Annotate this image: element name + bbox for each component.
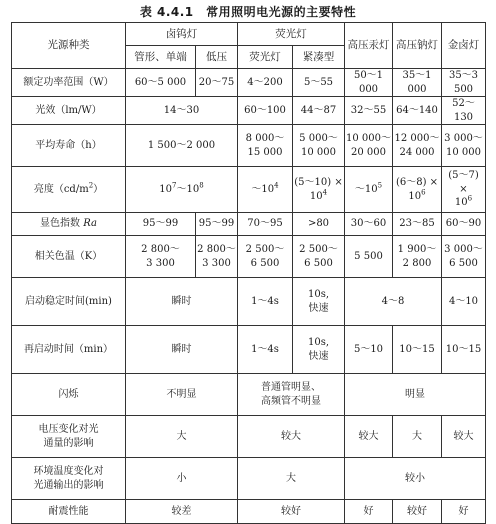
cell: 5 500: [345, 236, 393, 278]
row-brightness: [12, 167, 486, 213]
header-halogen: 卤钨灯: [126, 23, 238, 46]
cell: 瞬时: [126, 278, 238, 326]
cell-line: 10 000: [301, 146, 336, 158]
cell: 60～90: [442, 213, 486, 236]
exp: 6: [467, 194, 473, 203]
cell: [196, 236, 238, 278]
row-label-power: 额定功率范围（W）: [12, 69, 126, 97]
header-compact: 紧凑型: [293, 46, 345, 69]
cell-line: 3 000～: [444, 244, 483, 255]
cell: 44～87: [293, 97, 345, 125]
cell: 30～60: [345, 213, 393, 236]
cell: [345, 167, 393, 213]
cell: [126, 167, 238, 213]
cell-line: 高频管不明显: [261, 395, 321, 407]
cell: 好: [345, 500, 393, 524]
cell: [393, 125, 442, 167]
row-label-shock: 耐震性能: [12, 500, 126, 524]
cell: [238, 236, 293, 278]
cell-line: 15 000: [247, 146, 283, 158]
cell-line: 2 800～: [197, 244, 236, 255]
row-label-cct: 相关色温（K）: [12, 236, 126, 278]
exp: 4: [322, 188, 328, 197]
cell: 1～4s: [238, 278, 293, 326]
label-line: 光通输出的影响: [33, 479, 104, 491]
cell: 4～8: [345, 278, 442, 326]
cell: [238, 167, 293, 213]
cell: [393, 236, 442, 278]
cell-line: (6～8) ×: [395, 177, 439, 188]
row-label-restart: 再启动时间（min）: [12, 326, 126, 374]
row-power: [12, 69, 486, 97]
cell: [442, 125, 486, 167]
cell-line: 10 000: [446, 146, 481, 158]
cell: 20～75: [196, 69, 238, 97]
cell-line: [443, 196, 484, 210]
cell: 70～95: [238, 213, 293, 236]
cell-line: 12 000～: [394, 133, 440, 144]
cell: 较小: [345, 458, 486, 500]
cell: 10～15: [393, 326, 442, 374]
cell-line: 快速: [308, 302, 329, 314]
cell: 好: [442, 500, 486, 524]
header-row-1: [12, 23, 486, 46]
label-text: ）: [93, 183, 104, 195]
cell-line: 2 500～: [245, 244, 285, 255]
cell-line: 3 300: [146, 257, 175, 269]
cell: [293, 167, 345, 213]
row-label-startup: 启动稳定时间(min): [12, 278, 126, 326]
cell: 23～85: [393, 213, 442, 236]
cell-line: 20 000: [351, 146, 386, 158]
lamp-characteristics-table: [11, 22, 486, 524]
cell: 大: [126, 416, 238, 458]
cell-line: 10s,: [307, 337, 330, 348]
cell: 大: [238, 458, 345, 500]
cell-line: 1 900～: [397, 244, 437, 255]
label-ra: Ra: [83, 218, 97, 230]
num: 10: [454, 197, 468, 209]
cell: 5～10: [345, 326, 393, 374]
row-label-efficacy: 光效（lm/W）: [12, 97, 126, 125]
cell: 小: [126, 458, 238, 500]
cell: 60～100: [238, 97, 293, 125]
cell: 不明显: [126, 374, 238, 416]
cell: [293, 278, 345, 326]
num: ～10: [176, 183, 200, 195]
label-text: 显色指数: [40, 218, 81, 230]
cell: [393, 167, 442, 213]
row-restart: [12, 326, 486, 374]
num: 10: [309, 190, 323, 202]
exp: 5: [377, 181, 383, 190]
cell: 1 500～2 000: [126, 125, 238, 167]
cell: 14～30: [126, 97, 238, 125]
cell: 4～10: [442, 278, 486, 326]
header-low-voltage: 低压: [196, 46, 238, 69]
cell: 瞬时: [126, 326, 238, 374]
cell: 50～1 000: [345, 69, 393, 97]
cell-line: [294, 190, 343, 204]
cell: 较好: [393, 500, 442, 524]
cell: [238, 125, 293, 167]
row-label-flicker: 闪烁: [12, 374, 126, 416]
cell: [345, 125, 393, 167]
table-caption: 表 4.4.1 常用照明电光源的主要特性: [139, 5, 357, 19]
cell-line: 24 000: [399, 146, 435, 158]
cell-line: 普通管明显、: [261, 382, 321, 393]
cell: [293, 326, 345, 374]
cell: 较大: [442, 416, 486, 458]
label-text: 亮度（cd/m: [33, 183, 89, 195]
row-label-cri: [12, 213, 126, 236]
cell-line: 5 000～: [299, 133, 338, 144]
cell: 32～55: [345, 97, 393, 125]
num: 10: [408, 190, 422, 202]
label-line: 电压变化对光: [38, 424, 99, 435]
cell: [293, 236, 345, 278]
cell-line: 快速: [308, 350, 329, 362]
exp: 6: [421, 188, 426, 197]
row-ambient: [12, 458, 486, 500]
row-cct: [12, 236, 486, 278]
row-shock: [12, 500, 486, 524]
cell: 35～3 500: [442, 69, 486, 97]
cell: [238, 374, 345, 416]
cell-line: 2 800: [402, 257, 432, 269]
cell: [126, 236, 196, 278]
cell: 较好: [238, 500, 345, 524]
num: 10: [159, 183, 173, 195]
num: ～10: [354, 183, 378, 195]
cell: 5～55: [293, 69, 345, 97]
cell: 较大: [345, 416, 393, 458]
cell: 较差: [126, 500, 238, 524]
cell-line: 10s,: [307, 289, 330, 300]
cell: [442, 167, 486, 213]
header-tubular-single: 管形、单端: [126, 46, 196, 69]
cell-line: 6 500: [250, 257, 280, 269]
exp: 7: [172, 181, 177, 190]
cell-line: 2 500～: [299, 244, 338, 255]
row-voltage: [12, 416, 486, 458]
cell-line: 6 500: [304, 257, 333, 269]
cell-line: 8 000～: [245, 133, 285, 144]
row-label-life: 平均寿命（h）: [12, 125, 126, 167]
exp: 8: [199, 181, 204, 190]
row-label-voltage: [12, 416, 126, 458]
row-efficacy: [12, 97, 486, 125]
cell-line: 2 800～: [141, 244, 180, 255]
cell-line: 6 500: [449, 257, 478, 269]
cell: [293, 125, 345, 167]
cell: 35～1 000: [393, 69, 442, 97]
header-fluorescent-tube: 荧光灯: [238, 46, 293, 69]
cell: 64～140: [393, 97, 442, 125]
row-label-brightness: [12, 167, 126, 213]
num: ～10: [251, 183, 275, 195]
cell: 明显: [345, 374, 486, 416]
header-hp-mercury: 高压汞灯: [345, 23, 393, 69]
cell: 60～5 000: [126, 69, 196, 97]
label-line: 通量的影响: [43, 437, 94, 449]
cell: 95～99: [196, 213, 238, 236]
cell-line: (5～10) ×: [294, 177, 343, 188]
cell: 10～15: [442, 326, 486, 374]
cell-line: 3 300: [202, 257, 231, 269]
row-flicker: [12, 374, 486, 416]
row-cri: [12, 213, 486, 236]
cell-line: [394, 190, 440, 204]
exp: 4: [274, 181, 279, 190]
cell-line: 3 000～: [444, 133, 483, 144]
cell: 52～130: [442, 97, 486, 125]
header-fluorescent: 荧光灯: [238, 23, 345, 46]
cell-line: 10 000～: [346, 133, 391, 144]
label-line: 环境温度变化对: [33, 466, 104, 477]
header-hp-sodium: 高压钠灯: [393, 23, 442, 69]
row-label-ambient: [12, 458, 126, 500]
row-life: [12, 125, 486, 167]
header-metal-halide: 金卤灯: [442, 23, 486, 69]
cell: 较大: [238, 416, 345, 458]
cell: [442, 236, 486, 278]
label-sup: 2: [88, 181, 94, 190]
cell-line: (5～7) ×: [448, 170, 479, 195]
cell: 95～99: [126, 213, 196, 236]
cell: 大: [393, 416, 442, 458]
header-source-type: 光源种类: [12, 23, 126, 69]
row-startup: [12, 278, 486, 326]
cell: 4～200: [238, 69, 293, 97]
cell: >80: [293, 213, 345, 236]
cell: 1～4s: [238, 326, 293, 374]
